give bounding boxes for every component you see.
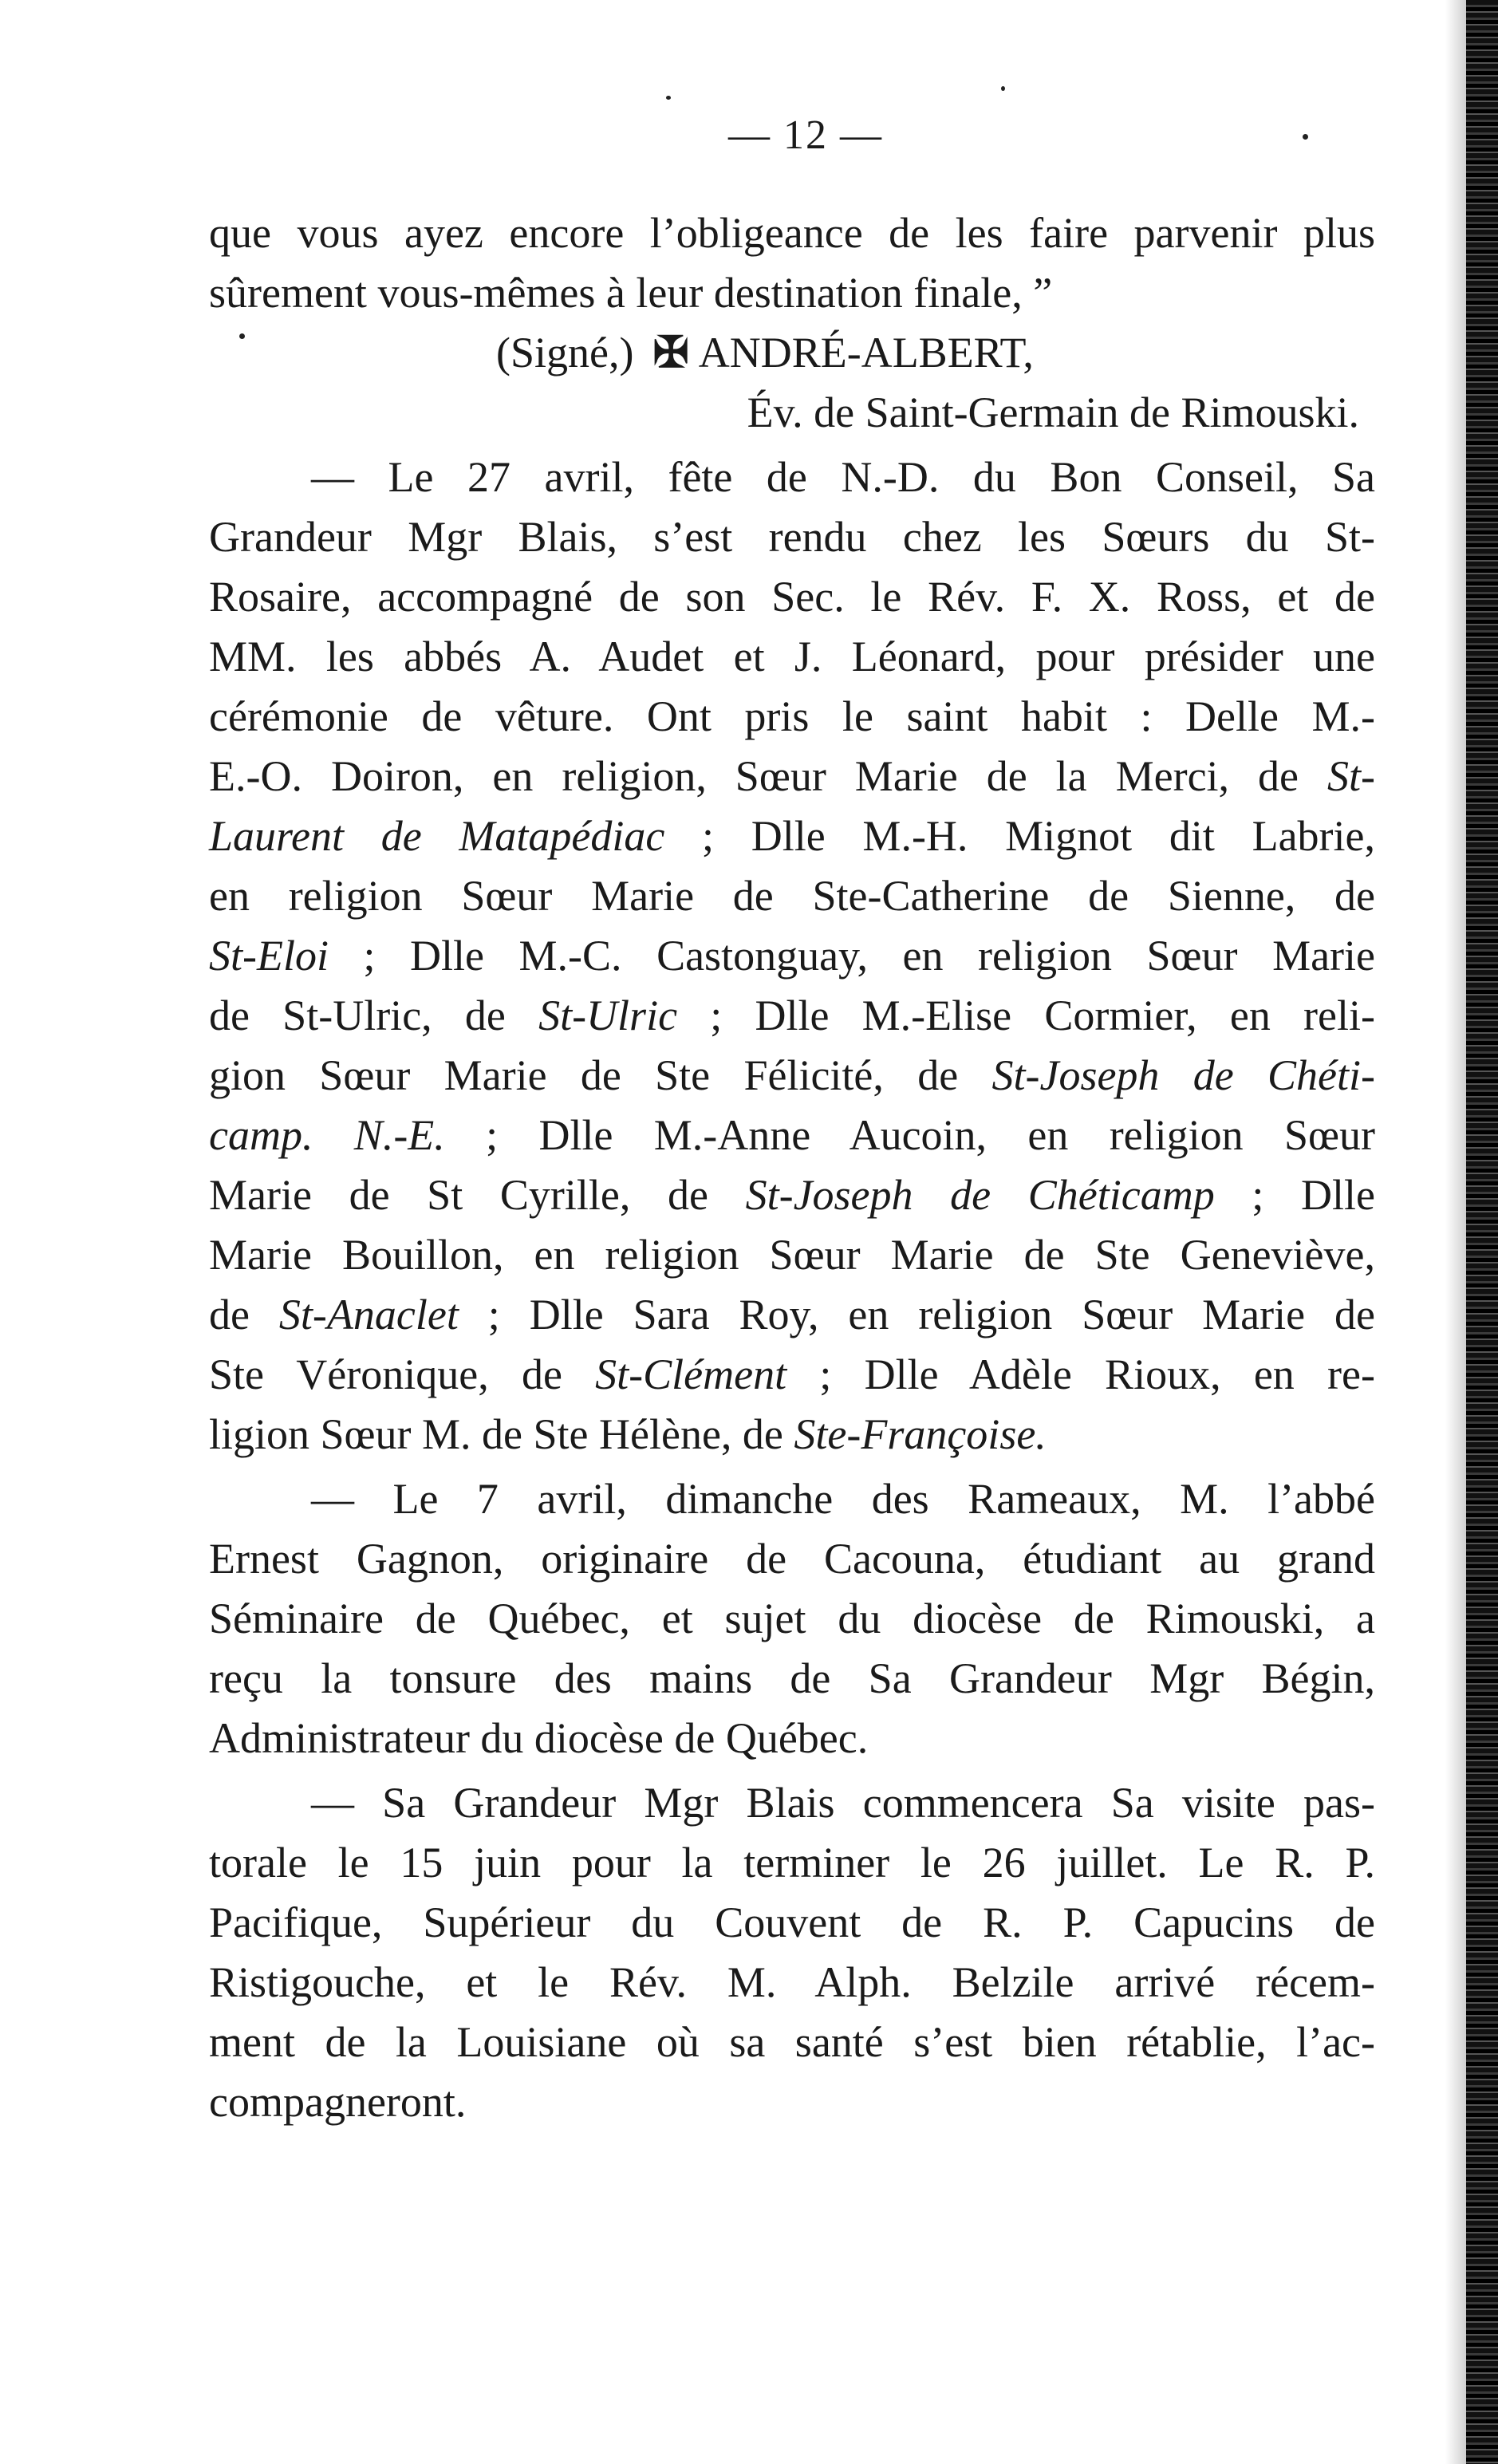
text-line xyxy=(209,1405,1375,1465)
text-line: Séminaire de Québec, et sujet du diocèse de Rimouski, a xyxy=(209,1595,1375,1642)
text-run: ; Dlle M.-H. Mignot dit Labrie, xyxy=(664,812,1375,860)
italic-place-name: camp. N.-E. xyxy=(209,1111,445,1159)
cross-icon: ✠ xyxy=(652,329,689,376)
italic-place-name: St-Eloi xyxy=(209,932,329,980)
text-run: de St-Ulric, de xyxy=(209,992,539,1039)
text-run: E.-O. Doiron, en religion, Sœur Marie de la Merci, de xyxy=(209,752,1327,800)
paragraph-tonsure xyxy=(209,1469,1375,1768)
italic-place-name: St-Joseph de Chéticamp xyxy=(745,1171,1215,1219)
text-run: Marie de St Cyrille, de xyxy=(209,1171,746,1219)
signatory-name: ANDRÉ-ALBERT, xyxy=(698,329,1034,376)
text-run: ; Dlle Sara Roy, en religion Sœur Marie de xyxy=(458,1291,1375,1338)
text-line xyxy=(209,1046,1375,1106)
italic-place-name: Ste-Françoise. xyxy=(794,1410,1047,1458)
signatory-title: Év. de Saint-Germain de Rimouski. xyxy=(747,388,1359,436)
text-line xyxy=(209,986,1375,1046)
paragraph-veture xyxy=(209,447,1375,1465)
text-line: Rosaire, accompagné de son Sec. le Rév. F. X. Ross, et de xyxy=(209,573,1375,621)
text-line: que vous ayez encore l’obligeance de les faire parvenir plus xyxy=(209,209,1375,257)
page-number: — 12 — xyxy=(728,112,883,158)
signed-label: (Signé,) xyxy=(496,329,634,376)
text-line: — Le 27 avril, fête de N.-D. du Bon Conseil, Sa xyxy=(311,453,1375,501)
text-line: — Sa Grandeur Mgr Blais commencera Sa visite pas- xyxy=(311,1779,1375,1827)
italic-place-name: St-Ulric xyxy=(538,992,678,1039)
page-body xyxy=(209,203,1375,2132)
binding-shadow xyxy=(1445,0,1466,2464)
text-line: ment de la Louisiane où sa santé s’est bien rétablie, l’ac- xyxy=(209,2018,1375,2066)
text-line: cérémonie de vêture. Ont pris le saint habit : Delle M.- xyxy=(209,692,1375,740)
text-line: compagneront. xyxy=(209,2078,467,2126)
text-run: gion Sœur Marie de Ste Félicité, de xyxy=(209,1051,992,1099)
text-line: Marie Bouillon, en religion Sœur Marie de Ste Geneviève, xyxy=(209,1231,1375,1279)
text-line: Ristigouche, et le Rév. M. Alph. Belzile arrivé récem- xyxy=(209,1958,1375,2006)
text-line: Administrateur du diocèse de Québec. xyxy=(209,1714,869,1762)
text-line: torale le 15 juin pour la terminer le 26 juillet. Le R. P. xyxy=(209,1839,1375,1886)
text-run: ; Dlle Adèle Rioux, en re- xyxy=(786,1350,1375,1398)
text-line xyxy=(209,1165,1375,1225)
italic-place-name: St-Anaclet xyxy=(278,1291,459,1338)
text-run: ; Dlle M.-C. Castonguay, en religion Sœur Marie xyxy=(328,932,1375,980)
page-binding-edge xyxy=(1466,0,1498,2464)
text-run: Ste Véronique, de xyxy=(209,1350,596,1398)
text-line xyxy=(209,747,1375,806)
text-line: reçu la tonsure des mains de Sa Grandeur Mgr Bégin, xyxy=(209,1654,1375,1702)
italic-place-name: St- xyxy=(1327,752,1375,800)
signature-block xyxy=(209,323,1375,443)
text-line xyxy=(209,926,1375,986)
paragraph-pastoral-visit xyxy=(209,1773,1375,2132)
signature-line xyxy=(209,323,1375,383)
text-line: Grandeur Mgr Blais, s’est rendu chez les Sœurs du St- xyxy=(209,513,1375,561)
text-run: ligion Sœur M. de Ste Hélène, de xyxy=(209,1410,794,1458)
text-line xyxy=(209,806,1375,866)
text-line: MM. les abbés A. Audet et J. Léonard, pour présider une xyxy=(209,633,1375,680)
text-line: Pacifique, Supérieur du Couvent de R. P. Capucins de xyxy=(209,1898,1375,1946)
text-run: ; Dlle M.-Anne Aucoin, en religion Sœur xyxy=(444,1111,1375,1159)
text-line: Ernest Gagnon, originaire de Cacouna, étudiant au grand xyxy=(209,1535,1375,1583)
text-run: ; Dlle xyxy=(1214,1171,1375,1219)
text-run: ; Dlle M.-Elise Cormier, en reli- xyxy=(677,992,1375,1039)
italic-place-name: St-Joseph de Chéti- xyxy=(991,1051,1375,1099)
text-run: de xyxy=(209,1291,279,1338)
ink-speck xyxy=(1303,134,1308,140)
ink-speck xyxy=(666,96,671,100)
italic-place-name: St-Clément xyxy=(595,1350,787,1398)
paragraph-continuation xyxy=(209,203,1375,323)
ink-speck xyxy=(1001,86,1005,91)
text-line: en religion Sœur Marie de Ste-Catherine de Sienne, de xyxy=(209,872,1375,920)
text-line xyxy=(209,1345,1375,1405)
text-line xyxy=(209,1285,1375,1345)
text-line: sûrement vous-mêmes à leur destination finale, ” xyxy=(209,269,1053,317)
text-line: — Le 7 avril, dimanche des Rameaux, M. l’abbé xyxy=(311,1475,1375,1523)
text-line xyxy=(209,1106,1375,1165)
italic-place-name: Laurent de Matapédiac xyxy=(209,812,665,860)
